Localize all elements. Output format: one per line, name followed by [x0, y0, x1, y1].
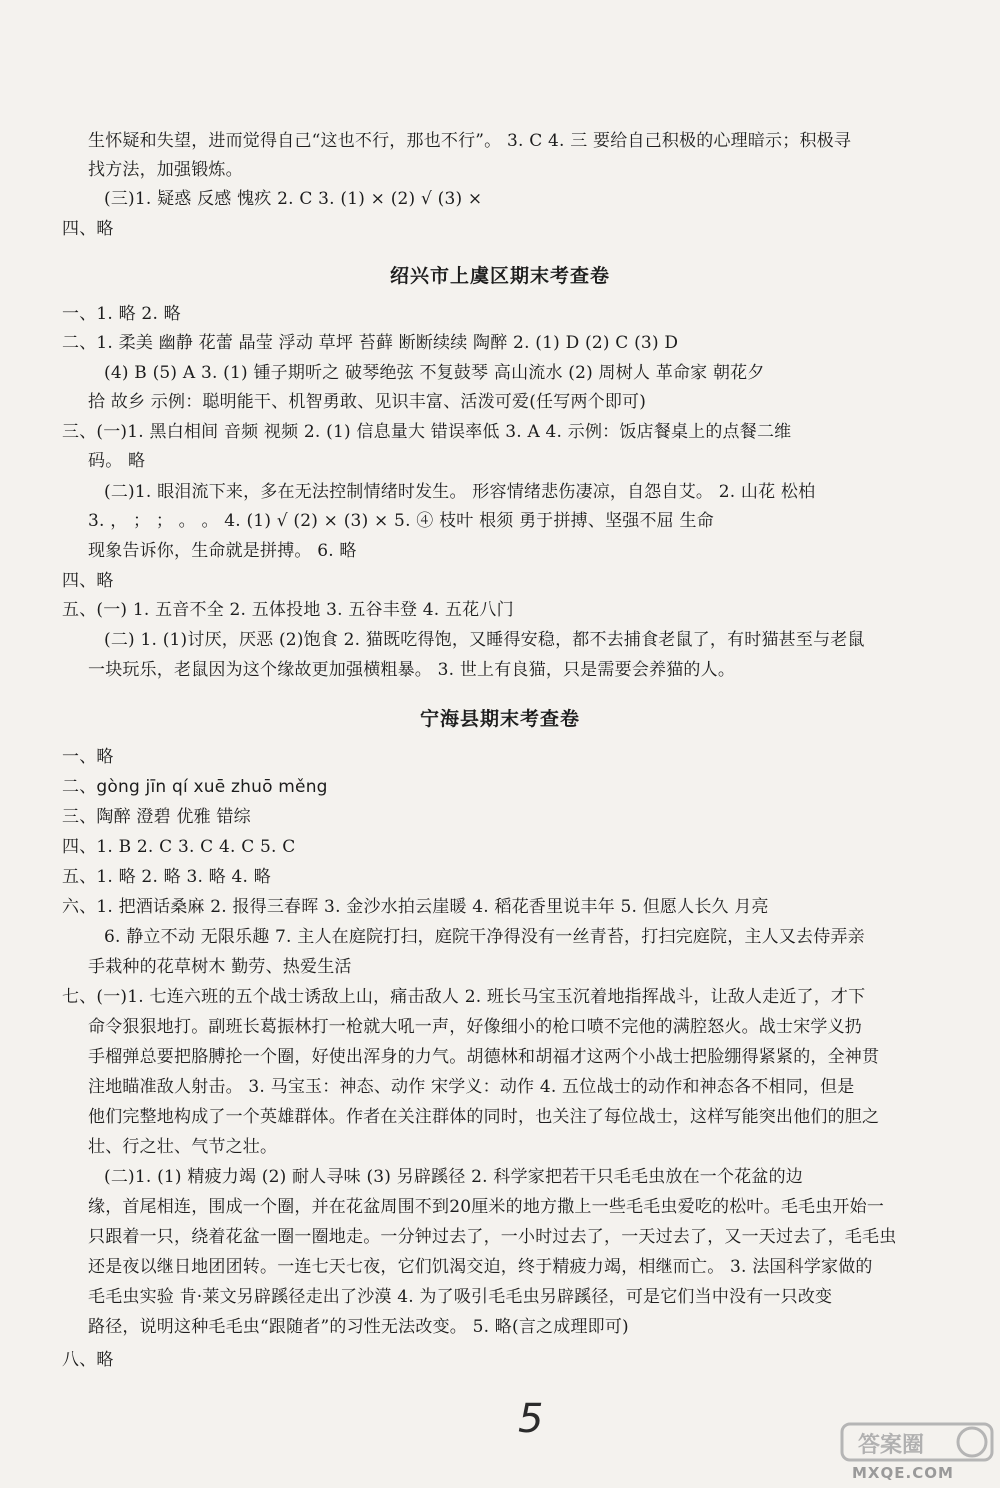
- answer-line: 码。 略: [88, 451, 146, 471]
- exam-title-shangyu: 绍兴市上虞区期末考查卷: [389, 265, 610, 287]
- answer-line: (4) B (5) A 3. (1) 锺子期听之 破琴绝弦 不复鼓琴 高山流水 (2) 周树人 革命家 朝花夕: [104, 363, 765, 383]
- answer-line: 二、gòng jīn qí xuē zhuō měng: [62, 777, 328, 797]
- answer-line: 手榴弹总要把胳膊抡一个圈，好使出浑身的力气。胡德林和胡福才这两个小战士把脸绷得紧紧的，全神贯: [88, 1047, 880, 1067]
- answer-line: 只跟着一只，绕着花盆一圈一圈地走。一分钟过去了，一小时过去了，一天过去了，又一天过去了，毛毛虫: [88, 1227, 897, 1247]
- answer-line: 七、(一)1. 七连六班的五个战士诱敌上山，痛击敌人 2. 班长马宝玉沉着地指挥战斗，让敌人走近了，才下: [62, 987, 866, 1007]
- answer-line: 三、(一)1. 黑白相间 音频 视频 2. (1) 信息量大 错误率低 3. A 4. 示例：饭店餐桌上的点餐二维: [62, 422, 792, 442]
- answer-line: 三、陶醉 澄碧 优雅 错综: [62, 807, 251, 827]
- exam-title-ninghai: 宁海县期末考查卷: [419, 708, 580, 730]
- answer-line: 四、略: [62, 571, 114, 591]
- answer-line: 六、1. 把酒话桑麻 2. 报得三春晖 3. 金沙水拍云崖暖 4. 稻花香里说丰年 5. 但愿人长久 月亮: [62, 897, 769, 917]
- answer-line: 拾 故乡 示例：聪明能干、机智勇敢、见识丰富、活泼可爱(任写两个即可): [88, 392, 647, 412]
- answer-line: (二)1. 眼泪流下来，多在无法控制情绪时发生。 形容情绪悲伤凄凉，自怨自艾。 2. 山花 松柏: [104, 482, 816, 502]
- watermark-logo: [822, 1418, 1000, 1484]
- answer-line: 二、1. 柔美 幽静 花蕾 晶莹 浮动 草坪 苔藓 断断续续 陶醉 2. (1) D (2) C (3) D: [62, 333, 679, 353]
- watermark-text: MXQE.COM: [852, 1464, 954, 1482]
- answer-line: (三)1. 疑惑 反感 愧疚 2. C 3. (1) × (2) √ (3) ×: [104, 189, 483, 209]
- answer-line: 还是夜以继日地团团转。一连七天七夜，它们饥渴交迫，终于精疲力竭，相继而亡。 3. 法国科学家做的: [88, 1257, 873, 1277]
- answer-line: 一、1. 略 2. 略: [62, 304, 181, 324]
- answer-line: 四、1. B 2. C 3. C 4. C 5. C: [62, 837, 296, 857]
- answer-line: 毛毛虫实验 肯·莱文另辟蹊径走出了沙漠 4. 为了吸引毛毛虫另辟蹊径，可是它们当中没有一只改变: [88, 1287, 833, 1307]
- answer-line: 生怀疑和失望，进而觉得自己“这也不行，那也不行”。 3. C 4. 三 要给自己积极的心理暗示；积极寻: [88, 131, 852, 151]
- answer-line: 手栽种的花草树木 勤劳、热爱生活: [88, 957, 352, 977]
- answer-line: 找方法，加强锻炼。: [88, 160, 243, 180]
- answer-line: 3. ， ； ； 。 。 4. (1) √ (2) × (3) × 5. ④ 枝叶 根须 勇于拼搏、坚强不屈 生命: [88, 511, 714, 531]
- answer-line: (二) 1. (1)讨厌，厌恶 (2)饱食 2. 猫既吃得饱，又睡得安稳，都不去捕食老鼠了，有时猫甚至与老鼠: [104, 630, 865, 650]
- answer-line: 命令狠狠地打。副班长葛振林打一枪就大吼一声，好像细小的枪口喷不完他的满腔怒火。战士宋学义扔: [88, 1017, 862, 1037]
- answer-line: 壮、行之壮、气节之壮。: [88, 1137, 278, 1157]
- answer-line: 四、略: [62, 219, 114, 239]
- page-number: 5: [518, 1396, 544, 1442]
- answer-line: (二)1. (1) 精疲力竭 (2) 耐人寻味 (3) 另辟蹊径 2. 科学家把若干只毛毛虫放在一个花盆的边: [104, 1167, 803, 1187]
- answer-line: 他们完整地构成了一个英雄群体。作者在关注群体的同时，也关注了每位战士，这样写能突出他们的胆之: [88, 1107, 880, 1127]
- answer-line: 五、1. 略 2. 略 3. 略 4. 略: [62, 867, 271, 887]
- answer-line: 五、(一) 1. 五音不全 2. 五体投地 3. 五谷丰登 4. 五花八门: [62, 600, 514, 620]
- answer-line: 缘，首尾相连，围成一个圈，并在花盆周围不到20厘米的地方撒上一些毛毛虫爱吃的松叶。毛毛虫开始一: [88, 1197, 885, 1217]
- answer-line: 路径，说明这种毛毛虫“跟随者”的习性无法改变。 5. 略(言之成理即可): [88, 1317, 629, 1337]
- answer-line: 现象告诉你，生命就是拼搏。 6. 略: [88, 541, 357, 561]
- answer-line: 一、略: [62, 747, 114, 767]
- answer-line: 注地瞄准敌人射击。 3. 马宝玉：神态、动作 宋学义：动作 4. 五位战士的动作和神态各不相同，但是: [88, 1077, 855, 1097]
- svg-text:答案圈: 答案圈: [858, 1433, 925, 1458]
- answer-line: 6. 静立不动 无限乐趣 7. 主人在庭院打扫，庭院干净得没有一丝青苔，打扫完庭院，主人又去侍弄亲: [104, 927, 865, 947]
- answer-line: 八、略: [62, 1350, 114, 1370]
- answer-line: 一块玩乐，老鼠因为这个缘故更加强横粗暴。 3. 世上有良猫，只是需要会养猫的人。: [88, 660, 736, 680]
